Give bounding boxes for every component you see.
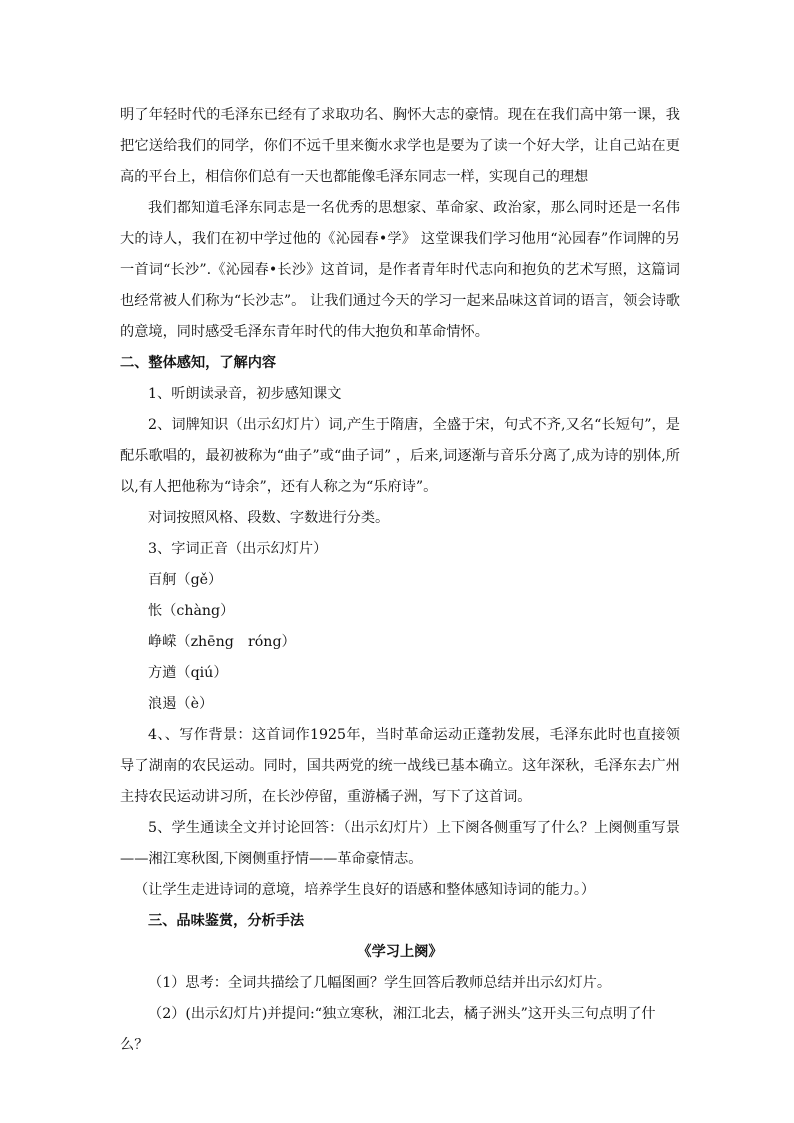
list-item-listen-recording: 1、听朗读录音，初步感知课文 <box>148 386 342 402</box>
question-item: （1）思考：全词共描绘了几幅图画？学生回答后教师总结并出示幻灯片。 <box>148 975 612 991</box>
question-item: （2）(出示幻灯片)并提问:“独立寒秋，湘江北去，橘子洲头”这开头三句点明了什么？ <box>120 1006 656 1053</box>
paragraph-note: （让学生走进诗词的意境，培养学生良好的语感和整体感知诗词的能力。） <box>134 882 596 898</box>
section-heading-appreciation: 三、品味鉴赏，分析手法 <box>148 913 305 929</box>
list-item-background: 4、、写作背景：这首词作1925年，当时革命运动正蓬勃发展，毛泽东此时也直接领导了湖南的农民运动。同时，国共两党的统一战线已基本确立。这年深秋，毛泽东去广州主持农民运动讲习所，在长沙停留，重游橘子洲，写下了这首词。 <box>120 727 680 805</box>
list-item-pronunciation: 3、字词正音（出示幻灯片） <box>148 541 328 557</box>
paragraph-poet-introduction: 我们都知道毛泽东同志是一名优秀的思想家、革命家、政治家，那么同时还是一名伟大的诗人，我们在初中学过他的《沁园春•学》 这堂课我们学习他用“沁园春”作词牌的另一首词“长沙”.《沁园春•长沙》这首词，是作者青年时代志向和抱负的艺术写照，这篇词也经常被人们称为“长沙志”。 让我们通过今天的学习一起来品味这首词的语言，领会诗歌的意境，同时感受毛泽东青年时代的伟大抱负和革命情怀。 <box>120 200 680 340</box>
document-body <box>120 100 680 1061</box>
vocab-item: 峥嵘（zhēng róng） <box>148 634 296 650</box>
paragraph-classification: 对词按照风格、段数、字数进行分类。 <box>148 510 390 526</box>
list-item-cipai-knowledge: 2、词牌知识（出示幻灯片）词,产生于隋唐，全盛于宋，句式不齐,又名“长短句”，是配乐歌唱的，最初被称为“曲子”或“曲子词” ，后来,词逐渐与音乐分离了,成为诗的别体,所以,有人把他称为“诗余”，还有人称之为“乐府诗”。 <box>120 417 680 495</box>
section-heading-overall-perception: 二、整体感知，了解内容 <box>120 355 277 371</box>
vocab-item: 怅（chàng） <box>148 603 235 619</box>
vocab-item: 百舸（gě） <box>148 572 223 588</box>
vocab-item: 方遒（qiú） <box>148 665 228 681</box>
vocab-item: 浪遏（è） <box>148 696 214 712</box>
subsection-title-upper-part: 《学习上阕》 <box>357 944 443 960</box>
paragraph-intro-continued: 明了年轻时代的毛泽东已经有了求取功名、胸怀大志的豪情。现在在我们高中第一课，我把它送给我们的同学，你们不远千里来衡水求学也是要为了读一个好大学，让自己站在更高的平台上，相信你们总有一天也都能像毛泽东同志一样，实现自己的理想 <box>120 107 680 185</box>
list-item-discussion: 5、学生通读全文并讨论回答：（出示幻灯片）上下阕各侧重写了什么？上阕侧重写景——湘江寒秋图,下阕侧重抒情——革命豪情志。 <box>120 820 680 867</box>
